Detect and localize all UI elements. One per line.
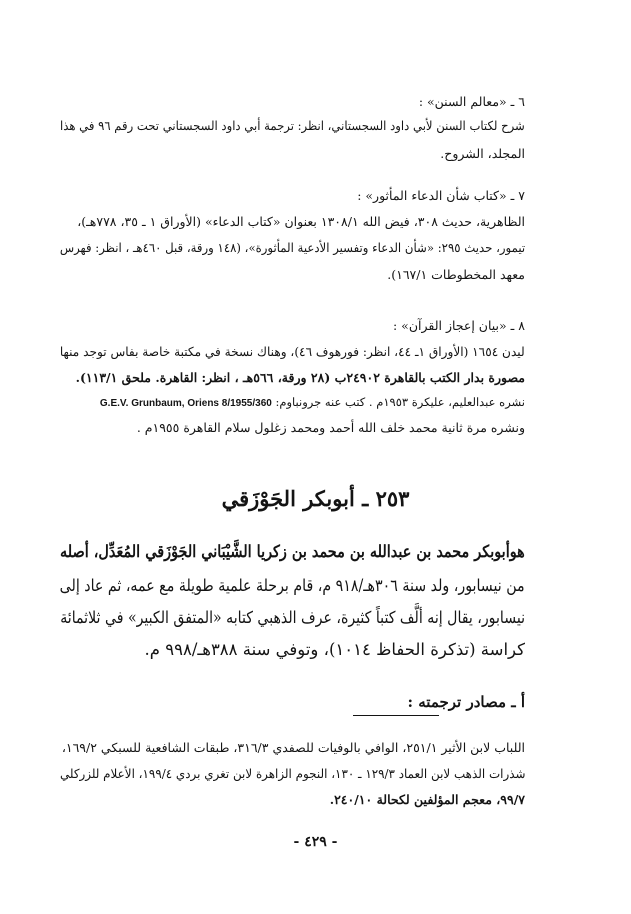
entry-7-line: تيمور، حديث ٢٩٥: «شأن الدعاء وتفسير الأدعية المأثورة»، (١٤٨ ورقة، قبل ٤٦٠هـ ، انظر: فهرس <box>59 240 525 255</box>
entry-6-heading: ٦ ـ «معالم السنن» : <box>418 94 525 109</box>
entry-6-line: شرح لكتاب السنن لأبي داود السجستاني، انظر: ترجمة أبي داود السجستاني تحت رقم ٩٦ في هذا <box>60 118 525 133</box>
sources-line: شذرات الذهب لابن العماد ١٢٩/٣ ـ ١٣٠، النجوم الزاهرة لابن تغري بردي ١٩٩/٤، الأعلام للزركلي <box>59 766 525 781</box>
sources-label-underline <box>353 715 439 716</box>
latin-reference: G.E.V. Grunbaum, Oriens 8/1955/360 <box>99 398 272 409</box>
entry-8-line: مصورة بدار الكتب بالقاهرة ٢٤٩٠٢ب (٢٨ ورقة، ٥٦٦هـ ، انظر: القاهرة. ملحق ١١٣/١). <box>75 370 525 385</box>
sources-line: اللباب لابن الأثير ٢٥١/١، الوافي بالوفيات للصفدي ٣١٦/٣، طبقات الشافعية للسبكي ١٦٩/٢، <box>61 740 525 755</box>
entry-8-line: ليدن ١٦٥٤ (الأوراق ١ـ ٤٤، انظر: فورهوف ٤٦)، وهناك نسخة في مكتبة خاصة بفاس توجد منها <box>60 344 525 359</box>
entry-8-heading: ٨ ـ «بيان إعجاز القرآن» : <box>393 318 525 333</box>
sources-line: ٩٩/٧، معجم المؤلفين لكحالة ٢٤٠/١٠. <box>329 792 525 807</box>
biography-line: كراسة (تذكرة الحفاظ ١٠١٤)، وتوفي سنة ٣٨٨هـ/٩٩٨ م. <box>144 640 525 659</box>
biography-line: هوأبوبكر محمد بن عبدالله بن محمد بن زكريا الشَّيْبَاني الجَوْزَقي المُعَدِّل، أصله <box>60 542 525 561</box>
biography-title: ٢٥٣ ـ أبوبكر الجَوْزَقي <box>221 486 410 511</box>
entry-8-publication-line <box>100 395 525 409</box>
entry-7-line: الظاهرية، حديث ٣٠٨، فيض الله ١٣٠٨/١ بعنوان «كتاب الدعاء» (الأوراق ١ ـ ٣٥، ٧٧٨هـ)، <box>77 214 525 229</box>
entry-7-line: معهد المخطوطات ١٦٧/١). <box>387 267 525 282</box>
page-number: - ٤٢٩ - <box>293 834 338 850</box>
entry-6-line: المجلد، الشروح. <box>440 146 525 161</box>
entry-8-line: ونشره مرة ثانية محمد خلف الله أحمد ومحمد زغلول سلام القاهرة ١٩٥٥م . <box>136 420 525 435</box>
biography-line: نيسابور، يقال إنه ألَّف كتباً كثيرة، عرف الذهبي كتابه «المتفق الكبير» في ثلاثمائة <box>60 608 525 627</box>
entry-8-publication-text: نشره عبدالعليم، عليكرة ١٩٥٣م . كتب عنه جرونباوم: <box>275 395 525 409</box>
biography-line: من نيسابور، ولد سنة ٣٠٦هـ/٩١٨ م، قام برحلة علمية طويلة مع عمه، ثم عاد إلى <box>60 576 525 595</box>
entry-7-heading: ٧ ـ «كتاب شأن الدعاء المأثور» : <box>357 188 525 203</box>
sources-section-label: أ ـ مصادر ترجمته : <box>407 693 525 711</box>
